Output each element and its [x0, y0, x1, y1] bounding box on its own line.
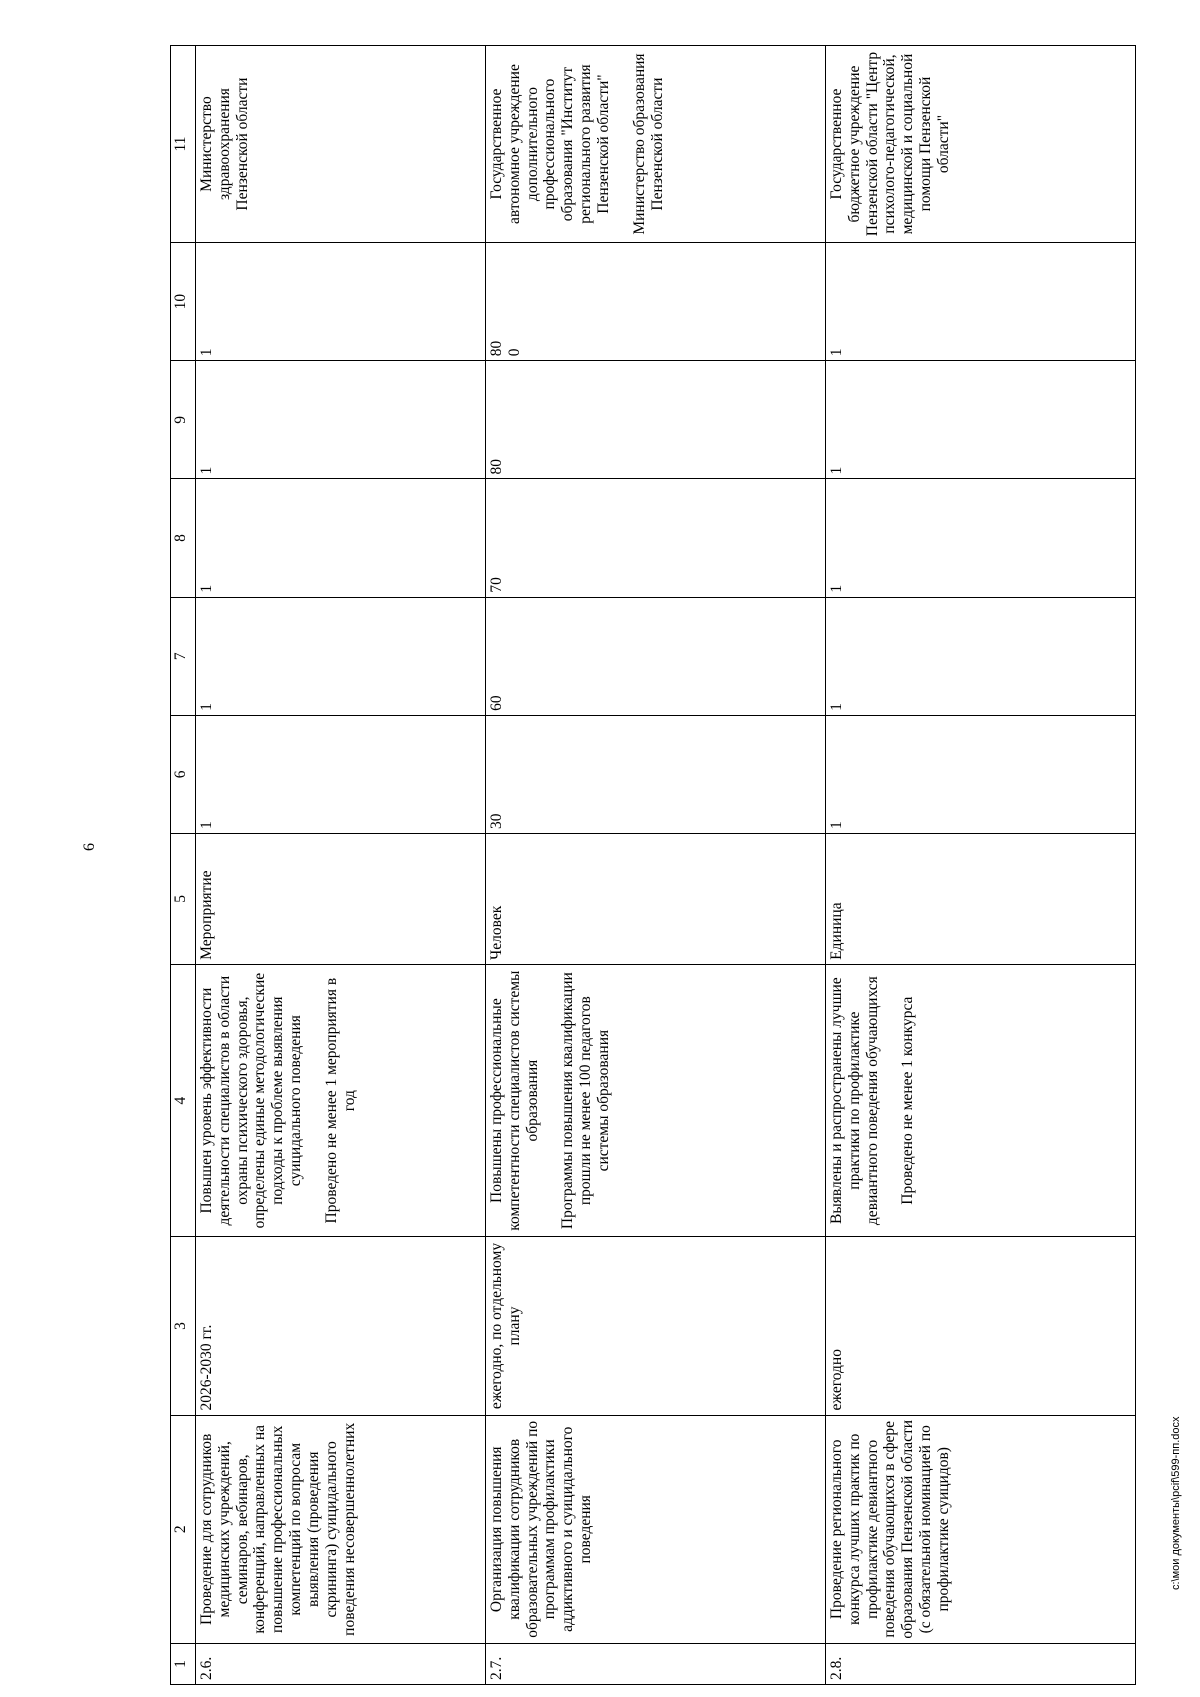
value-cell-2027: 1	[196, 597, 486, 715]
header-row	[171, 46, 196, 1685]
activities-table	[170, 45, 1136, 1685]
result-extra: Проведено не менее 1 конкурса	[899, 996, 917, 1205]
result-extra: Проведено не менее 1 мероприятия в год	[322, 977, 358, 1224]
col-header-6: 6	[171, 715, 196, 833]
value-cell-2027: 1	[826, 597, 1136, 715]
value-cell-2026: 1	[826, 715, 1136, 833]
result-cell	[486, 964, 826, 1237]
col-header-7: 7	[171, 597, 196, 715]
col-header-9: 9	[171, 361, 196, 479]
value-cell-2027: 60	[486, 597, 826, 715]
rotated-table-container	[170, 45, 1135, 1685]
value-cell-2029: 80	[486, 361, 826, 479]
col-header-4: 4	[171, 964, 196, 1237]
period-cell: ежегодно, по отдельному плану	[486, 1237, 826, 1415]
col-header-2: 2	[171, 1415, 196, 1644]
activity-cell: Проведение регионального конкурса лучших практик по профилактике девиантного поведения обучающихся в сфере образования Пензенской области (с обязательной номинацией по профилактике суицидов)	[826, 1415, 1136, 1644]
result-main: Повышен уровень эффективности деятельности специалистов в области охраны психического здоровья, определены единые методологические подходы к проблеме выявления суицидального поведения	[198, 972, 305, 1229]
executor-main: Государственное бюджетное учреждение Пензенской области "Центр психолого-педагогической, медицинской и социальной помощи Пензенской области"	[828, 51, 952, 237]
col-header-10: 10	[171, 243, 196, 361]
value-cell-2029: 1	[826, 361, 1136, 479]
result-cell	[826, 964, 1136, 1237]
unit-cell: Человек	[486, 834, 826, 965]
value-cell-2028: 1	[826, 479, 1136, 597]
result-extra: Программы повышения квалификации прошли не менее 100 педагогов системы образования	[559, 972, 613, 1230]
col-header-11: 11	[171, 46, 196, 243]
col-header-1: 1	[171, 1644, 196, 1685]
value-cell-2030: 1	[826, 243, 1136, 361]
page-number: 6	[81, 843, 98, 851]
executor-cell	[196, 46, 486, 243]
period-cell: 2026-2030 гг.	[196, 1237, 486, 1415]
unit-cell: Единица	[826, 834, 1136, 965]
period-cell: ежегодно	[826, 1237, 1136, 1415]
table-row	[826, 46, 1136, 1685]
col-header-3: 3	[171, 1237, 196, 1415]
activity-cell: Проведение для сотрудников медицинских учреждений, семинаров, вебинаров, конференций, направленных на повышение профессиональных компетенций по вопросам выявления (проведения скрининга) суицидального поведения несовершеннолетних	[196, 1415, 486, 1644]
value-cell-2028: 70	[486, 479, 826, 597]
activity-cell: Организация повышения квалификации сотрудников образовательных учреждений по программам профилактики аддиктивного и суицидального поведения	[486, 1415, 826, 1644]
executor-cell	[486, 46, 826, 243]
table-row	[196, 46, 486, 1685]
value-cell-2029: 1	[196, 361, 486, 479]
result-main: Повышены профессиональные компетентности специалистов системы образования	[488, 970, 541, 1231]
col-header-8: 8	[171, 479, 196, 597]
row-number: 2.8.	[826, 1644, 1136, 1685]
col-header-5: 5	[171, 834, 196, 965]
result-cell	[196, 964, 486, 1237]
executor-cell	[826, 46, 1136, 243]
table-row	[486, 46, 826, 1685]
value-cell-2026: 30	[486, 715, 826, 833]
row-number: 2.6.	[196, 1644, 486, 1685]
value-cell-2030	[486, 243, 826, 361]
value-cell-2028: 1	[196, 479, 486, 597]
value-cell-2030: 1	[196, 243, 486, 361]
value-2030-text: 80 0	[488, 340, 523, 357]
row-number: 2.7.	[486, 1644, 826, 1685]
value-cell-2026: 1	[196, 715, 486, 833]
executor-extra: Министерство образования Пензенской области	[630, 53, 666, 235]
executor-main: Государственное автономное учреждение дополнительного профессионального образования "Институт регионального развития Пензенской области"	[488, 64, 612, 224]
footer-file-path: c:\мои документы\pcif\599-пп.docx	[1170, 1416, 1182, 1590]
result-main: Выявлены и распространены лучшие практики по профилактике девиантного поведения обучающихся	[828, 976, 881, 1226]
executor-main: Министерство здравоохранения Пензенской области	[198, 77, 251, 211]
unit-cell: Мероприятие	[196, 834, 486, 965]
